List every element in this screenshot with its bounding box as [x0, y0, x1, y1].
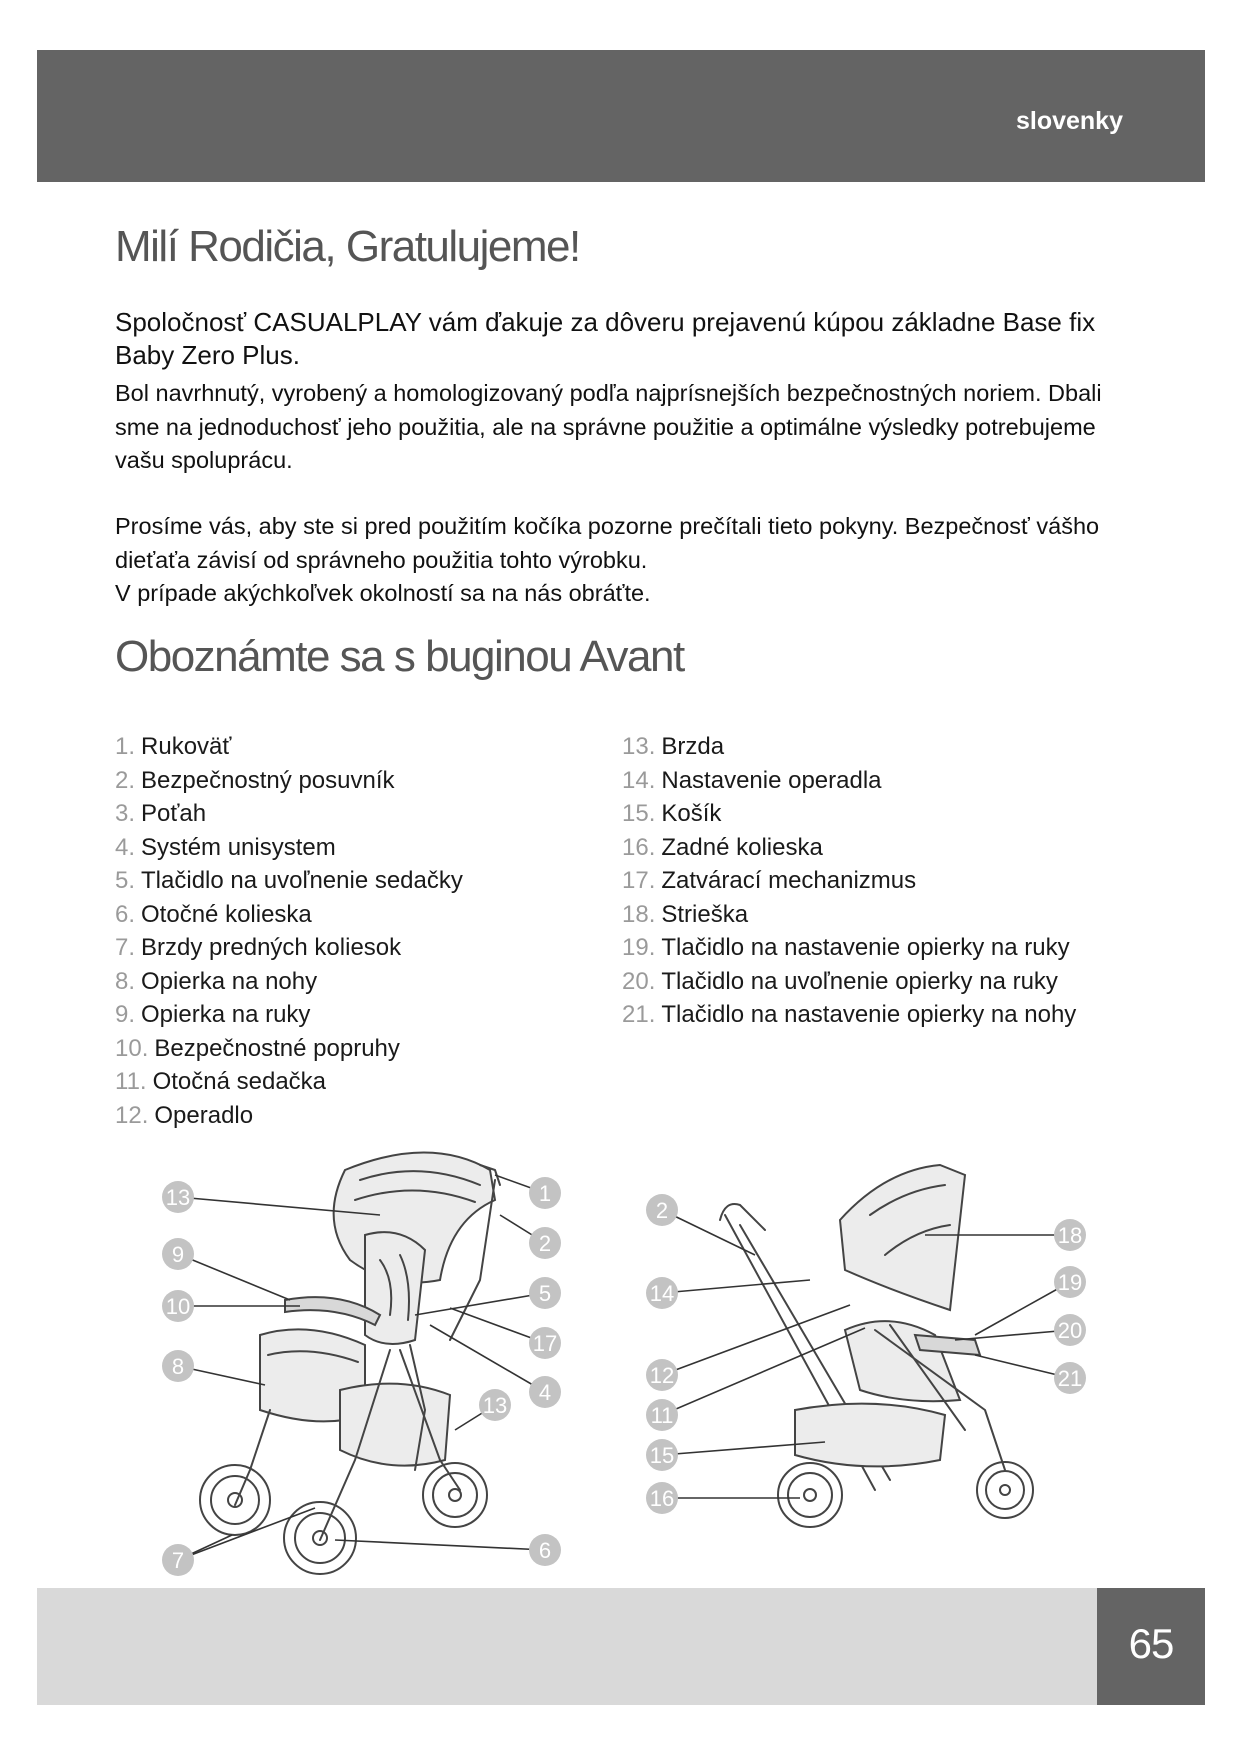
svg-text:4: 4 [538, 1380, 552, 1405]
part-item: 21. Tlačidlo na nastavenie opierky na nohy [622, 1001, 1077, 1028]
callout-8 [162, 1350, 194, 1382]
callout-3 [162, 1181, 194, 1213]
section-title-greeting: Milí Rodičia, Gratulujeme! [115, 222, 580, 271]
part-item: 16. Zadné kolieska [622, 833, 823, 861]
svg-text:13: 13 [482, 1393, 508, 1418]
callout-9 [162, 1238, 194, 1270]
side-callout-19 [1054, 1266, 1086, 1298]
side-callout-12 [646, 1359, 678, 1391]
side-callout-14 [646, 1277, 678, 1309]
footer-bar [37, 1588, 1097, 1705]
side-front-wheel [977, 1462, 1033, 1518]
callout-4 [529, 1376, 561, 1408]
svg-text:5: 5 [538, 1281, 552, 1306]
side-callout-21 [1054, 1362, 1086, 1394]
part-item: 18. Strieška [622, 900, 749, 928]
svg-text:10: 10 [165, 1294, 191, 1319]
svg-text:2: 2 [538, 1231, 552, 1256]
parts-list-left [115, 730, 463, 1132]
callout-17 [529, 1327, 561, 1359]
part-item: 17. Zatvárací mechanizmus [622, 867, 917, 894]
svg-text:2: 2 [655, 1198, 669, 1223]
safety-paragraph: Prosíme vás, aby ste si pred použitím kočíka pozorne prečítali tieto pokyny. Bezpečnosť vášho dieťaťa závisí od správneho použitia tohto výrobku. V prípade akýchkoľvek okolností sa na nás obráťte. [115, 513, 1100, 606]
section-title-parts: Oboznámte sa s buginou Avant [115, 632, 684, 681]
side-callout-16 [646, 1482, 678, 1514]
side-seat-shape [845, 1321, 960, 1401]
part-item: 15. Košík [622, 800, 722, 827]
svg-text:6: 6 [538, 1538, 552, 1563]
side-callout-2 [646, 1194, 678, 1226]
part-item: 7. Brzdy predných koliesok [115, 934, 402, 961]
svg-text:7: 7 [171, 1548, 185, 1573]
part-item: 8. Opierka na nohy [115, 967, 318, 995]
svg-text:8: 8 [171, 1354, 185, 1379]
callout-2 [529, 1227, 561, 1259]
svg-text:9: 9 [171, 1242, 185, 1267]
side-callout-20 [1054, 1314, 1086, 1346]
svg-text:16: 16 [649, 1486, 675, 1511]
svg-text:20: 20 [1057, 1318, 1083, 1343]
callout-7 [162, 1544, 194, 1576]
callout-10 [162, 1290, 194, 1322]
language-label: slovenky [1015, 107, 1123, 135]
svg-text:12: 12 [649, 1363, 675, 1388]
part-item: 12. Operadlo [115, 1101, 254, 1129]
part-item: 5. Tlačidlo na uvoľnenie sedačky [115, 867, 463, 894]
side-rear-wheel [778, 1463, 842, 1527]
part-item: 2. Bezpečnostný posuvník [115, 766, 395, 794]
callout-1 [529, 1177, 561, 1209]
stroller-side-diagram [645, 1160, 1090, 1570]
part-item: 4. Systém unisystem [115, 833, 336, 861]
front-left-wheel [200, 1465, 270, 1535]
callout-5 [529, 1277, 561, 1309]
part-item: 19. Tlačidlo na nastavenie opierky na ruky [622, 934, 1070, 961]
part-item: 1. Rukoväť [115, 733, 232, 760]
part-item: 3. Poťah [115, 800, 207, 827]
side-callout-15 [646, 1439, 678, 1471]
part-item: 14. Nastavenie operadla [622, 766, 882, 794]
svg-text:13: 13 [165, 1185, 191, 1210]
page-number: 65 [1128, 1620, 1174, 1667]
svg-text:19: 19 [1057, 1270, 1083, 1295]
svg-text:18: 18 [1057, 1223, 1083, 1248]
part-item: 11. Otočná sedačka [115, 1068, 327, 1095]
stroller-front-diagram [150, 1140, 570, 1580]
side-callout-11 [646, 1399, 678, 1431]
parts-list-right [622, 730, 1076, 1032]
part-item: 6. Otočné kolieska [115, 900, 312, 928]
part-item: 9. Opierka na ruky [115, 1001, 311, 1028]
svg-text:21: 21 [1057, 1366, 1083, 1391]
intro-paragraph: Spoločnosť CASUALPLAY vám ďakuje za dôveru prejavenú kúpou základne Base fix Baby Zero Plus. [115, 307, 1096, 370]
svg-text:1: 1 [538, 1181, 552, 1206]
part-item: 13. Brzda [622, 733, 725, 760]
design-paragraph: Bol navrhnutý, vyrobený a homologizovaný podľa najprísnejších bezpečnostných noriem. Dbali sme na jednoduchosť jeho použitia, ale na správne použitie a optimálne výsledky potrebujeme vašu spoluprácu. [115, 380, 1102, 473]
part-item: 20. Tlačidlo na uvoľnenie opierky na ruky [622, 967, 1058, 995]
callout-6 [529, 1534, 561, 1566]
side-basket-shape [795, 1404, 945, 1467]
side-canopy-shape [840, 1165, 965, 1310]
part-item: 10. Bezpečnostné popruhy [115, 1034, 400, 1062]
svg-text:17: 17 [532, 1331, 558, 1356]
rear-wheel [423, 1463, 487, 1527]
side-callout-18 [1054, 1219, 1086, 1251]
seat-cover-shape [365, 1232, 425, 1344]
svg-text:11: 11 [650, 1403, 674, 1428]
callout-13 [479, 1389, 511, 1421]
svg-text:15: 15 [649, 1443, 675, 1468]
svg-text:14: 14 [649, 1281, 675, 1306]
